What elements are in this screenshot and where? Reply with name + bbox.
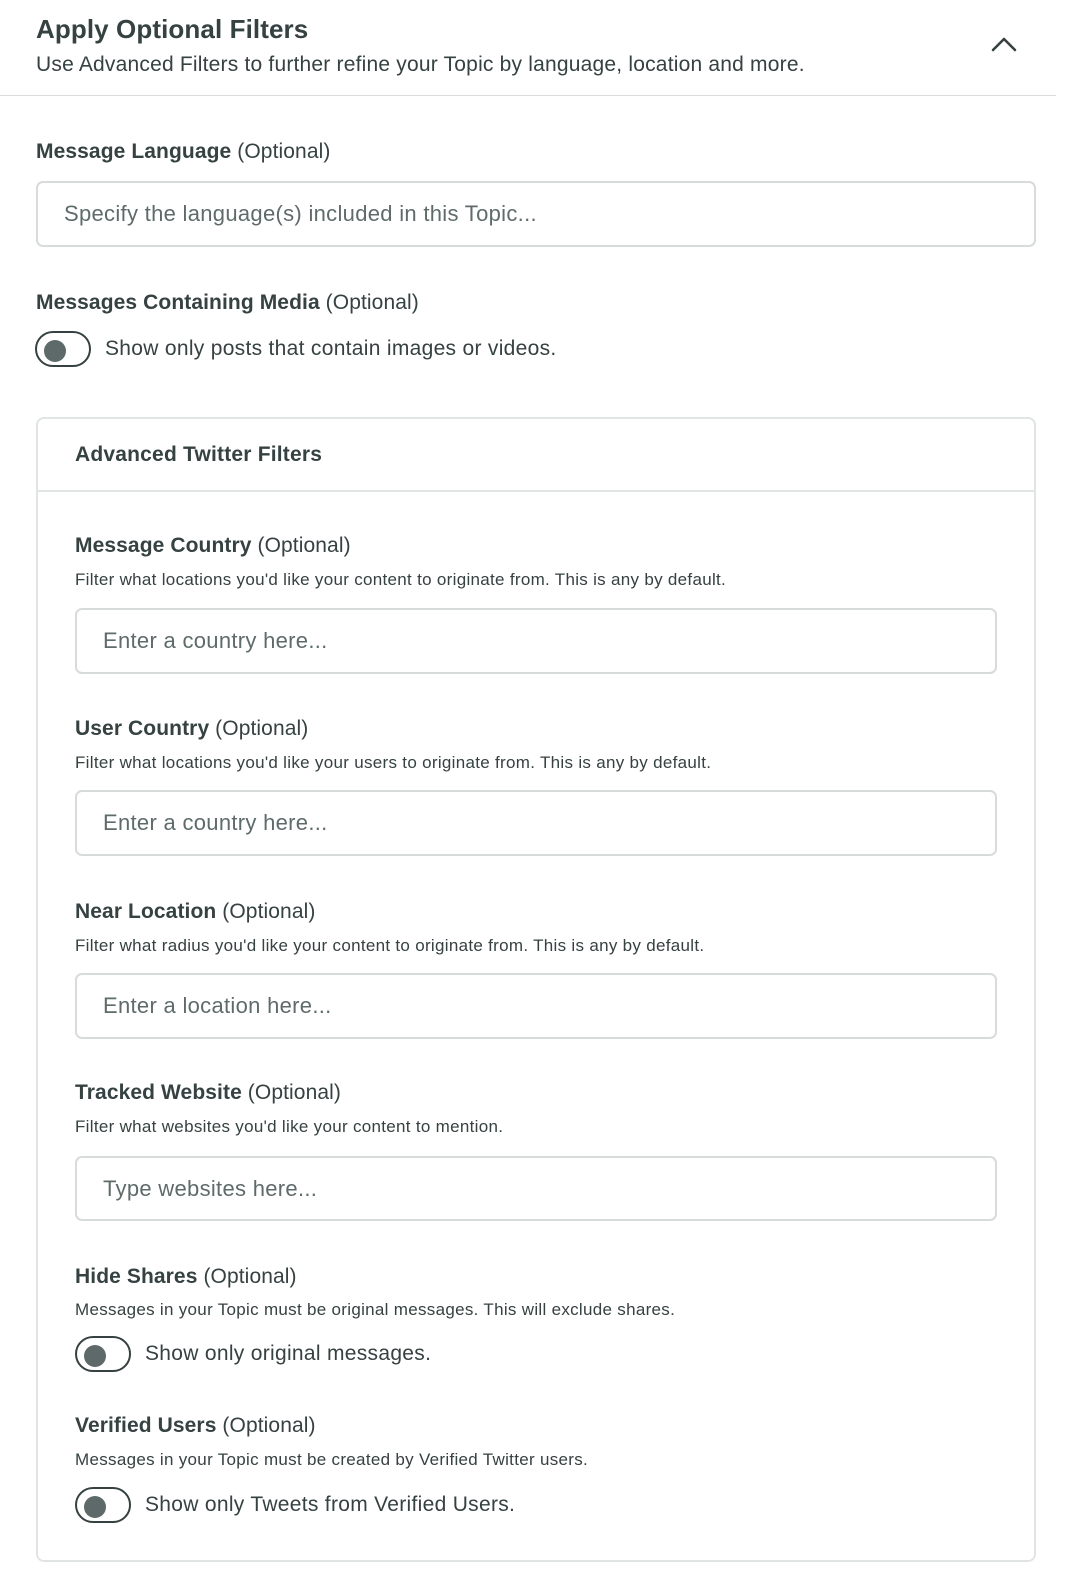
media-label bbox=[36, 291, 419, 315]
filters-subtitle: Use Advanced Filters to further refine your Topic by language, location and more. bbox=[36, 53, 805, 76]
filters-title: Apply Optional Filters bbox=[36, 14, 309, 44]
tracked-website-label-text: Tracked Website bbox=[75, 1081, 242, 1104]
near-location-input[interactable] bbox=[75, 973, 997, 1039]
collapse-button[interactable] bbox=[984, 24, 1024, 64]
message-country-input[interactable] bbox=[75, 608, 997, 674]
near-location-label bbox=[75, 900, 315, 924]
advanced-panel-header bbox=[38, 419, 1034, 492]
optional-tag: (Optional) bbox=[257, 534, 351, 557]
verified-users-label-text: Verified Users bbox=[75, 1414, 217, 1437]
message-language-label bbox=[36, 140, 330, 164]
media-toggle[interactable] bbox=[35, 331, 91, 367]
user-country-label bbox=[75, 717, 308, 741]
optional-tag: (Optional) bbox=[215, 717, 309, 740]
media-label-text: Messages Containing Media bbox=[36, 291, 320, 314]
optional-tag: (Optional) bbox=[222, 900, 316, 923]
toggle-knob bbox=[84, 1496, 106, 1518]
tracked-website-label bbox=[75, 1081, 341, 1105]
hide-shares-help: Messages in your Topic must be original messages. This will exclude shares. bbox=[75, 1300, 676, 1319]
media-toggle-label: Show only posts that contain images or videos. bbox=[105, 337, 557, 360]
message-country-help: Filter what locations you'd like your content to originate from. This is any by default. bbox=[75, 570, 727, 589]
verified-users-help: Messages in your Topic must be created by Verified Twitter users. bbox=[75, 1450, 589, 1469]
tracked-website-help: Filter what websites you'd like your content to mention. bbox=[75, 1117, 504, 1136]
user-country-label-text: User Country bbox=[75, 717, 210, 740]
optional-tag: (Optional) bbox=[247, 1081, 341, 1104]
toggle-knob bbox=[44, 340, 66, 362]
hide-shares-toggle[interactable] bbox=[75, 1336, 131, 1372]
verified-users-toggle-label: Show only Tweets from Verified Users. bbox=[145, 1493, 516, 1516]
message-language-input[interactable] bbox=[36, 181, 1036, 247]
advanced-panel-title: Advanced Twitter Filters bbox=[75, 443, 323, 466]
user-country-help: Filter what locations you'd like your users to originate from. This is any by default. bbox=[75, 753, 712, 772]
chevron-up-icon bbox=[990, 35, 1018, 53]
near-location-help: Filter what radius you'd like your content to originate from. This is any by default. bbox=[75, 936, 705, 955]
hide-shares-toggle-label: Show only original messages. bbox=[145, 1342, 432, 1365]
optional-tag: (Optional) bbox=[222, 1414, 316, 1437]
near-location-label-text: Near Location bbox=[75, 900, 217, 923]
toggle-knob bbox=[84, 1345, 106, 1367]
verified-users-label bbox=[75, 1414, 316, 1438]
hide-shares-label-text: Hide Shares bbox=[75, 1265, 198, 1288]
message-country-label-text: Message Country bbox=[75, 534, 252, 557]
user-country-input[interactable] bbox=[75, 790, 997, 856]
optional-tag: (Optional) bbox=[237, 140, 331, 163]
hide-shares-label bbox=[75, 1265, 297, 1289]
message-language-label-text: Message Language bbox=[36, 140, 232, 163]
message-country-label bbox=[75, 534, 351, 558]
optional-tag: (Optional) bbox=[203, 1265, 297, 1288]
tracked-website-input[interactable] bbox=[75, 1156, 997, 1221]
verified-users-toggle[interactable] bbox=[75, 1487, 131, 1523]
optional-tag: (Optional) bbox=[325, 291, 419, 314]
filters-header bbox=[0, 0, 1056, 96]
